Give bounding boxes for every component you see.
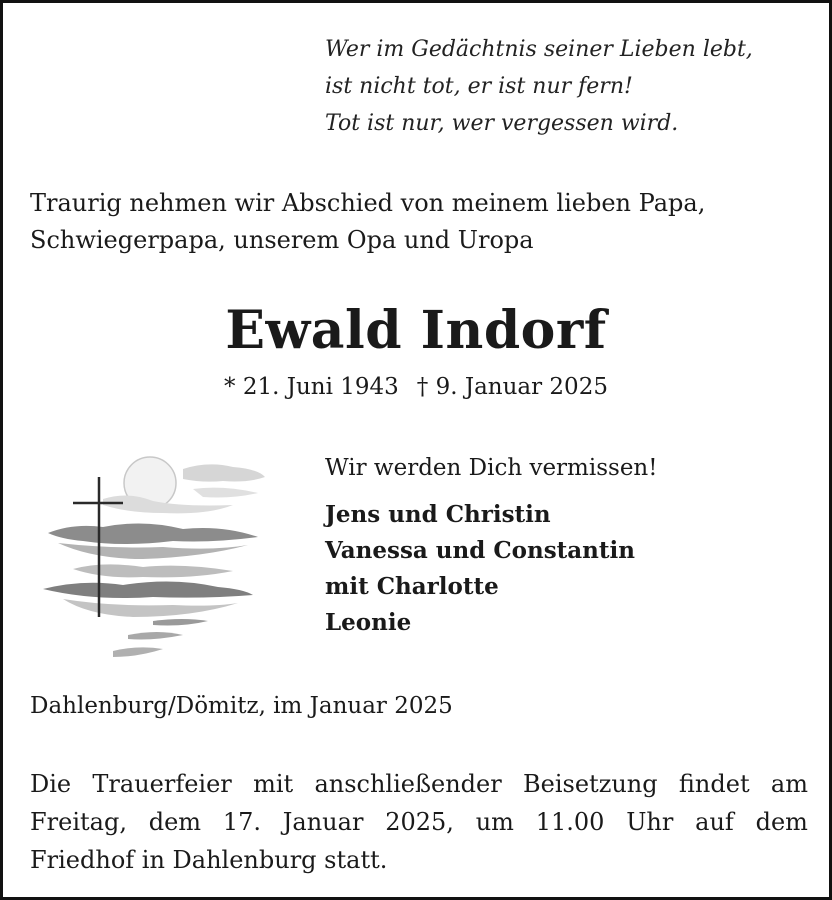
water-streak [113, 647, 163, 657]
funeral-word: Freitag, [30, 808, 127, 836]
intro-line: Traurig nehmen wir Abschied von meinem lieben Papa, [30, 189, 706, 217]
place-date: Dahlenburg/Dömitz, im Januar 2025 [30, 693, 453, 719]
birth-date: * 21. Juni 1943 [224, 374, 399, 400]
hill-shape [43, 581, 253, 598]
motto-line: Wer im Gedächtnis seiner Lieben lebt, [325, 37, 753, 62]
cross-sun-landscape-icon [33, 439, 273, 669]
funeral-word: mit [253, 770, 294, 798]
motto-quote [325, 31, 805, 142]
funeral-word: Beisetzung [523, 770, 658, 798]
hill-shape [63, 599, 238, 617]
funeral-word: Trauerfeier [92, 770, 232, 798]
funeral-word: dem [148, 808, 202, 836]
water-streak [153, 619, 208, 626]
mourner-name: Vanessa und Constantin [325, 537, 635, 564]
mourner-name: Jens und Christin [325, 501, 551, 528]
motto-line: Tot ist nur, wer vergessen wird. [325, 111, 679, 136]
funeral-word: um [475, 808, 514, 836]
mourners-list [325, 497, 635, 641]
funeral-word: dem [755, 808, 808, 836]
funeral-notice [30, 765, 808, 879]
illustration-graphic [33, 439, 273, 669]
funeral-word: 11.00 [535, 808, 605, 836]
funeral-word: 17. [222, 808, 262, 836]
hill-shape [58, 543, 248, 559]
funeral-word: Die [30, 770, 72, 798]
funeral-word: auf [695, 808, 734, 836]
intro-text [30, 185, 820, 259]
funeral-line [30, 803, 808, 841]
funeral-line [30, 765, 808, 803]
water-streak [128, 632, 183, 640]
motto-line: ist nicht tot, er ist nur fern! [325, 74, 633, 99]
mourners-heading: Wir werden Dich vermissen! [325, 455, 658, 481]
life-dates [3, 369, 829, 405]
funeral-word: Uhr [626, 808, 674, 836]
funeral-word: am [770, 770, 808, 798]
cloud-shape [183, 464, 265, 481]
cloud-shape [193, 488, 258, 498]
mourner-name: Leonie [325, 609, 412, 636]
funeral-word: findet [678, 770, 750, 798]
funeral-line: Friedhof in Dahlenburg statt. [30, 846, 388, 874]
intro-line: Schwiegerpapa, unserem Opa und Uropa [30, 226, 534, 254]
hill-shape [48, 523, 258, 544]
death-date: † 9. Januar 2025 [416, 374, 608, 400]
deceased-name: Ewald Indorf [225, 300, 607, 361]
funeral-word: 2025, [385, 808, 454, 836]
mourner-name: mit Charlotte [325, 573, 499, 600]
hill-shape [73, 564, 233, 577]
funeral-word: Januar [282, 808, 364, 836]
funeral-word: anschließender [314, 770, 502, 798]
